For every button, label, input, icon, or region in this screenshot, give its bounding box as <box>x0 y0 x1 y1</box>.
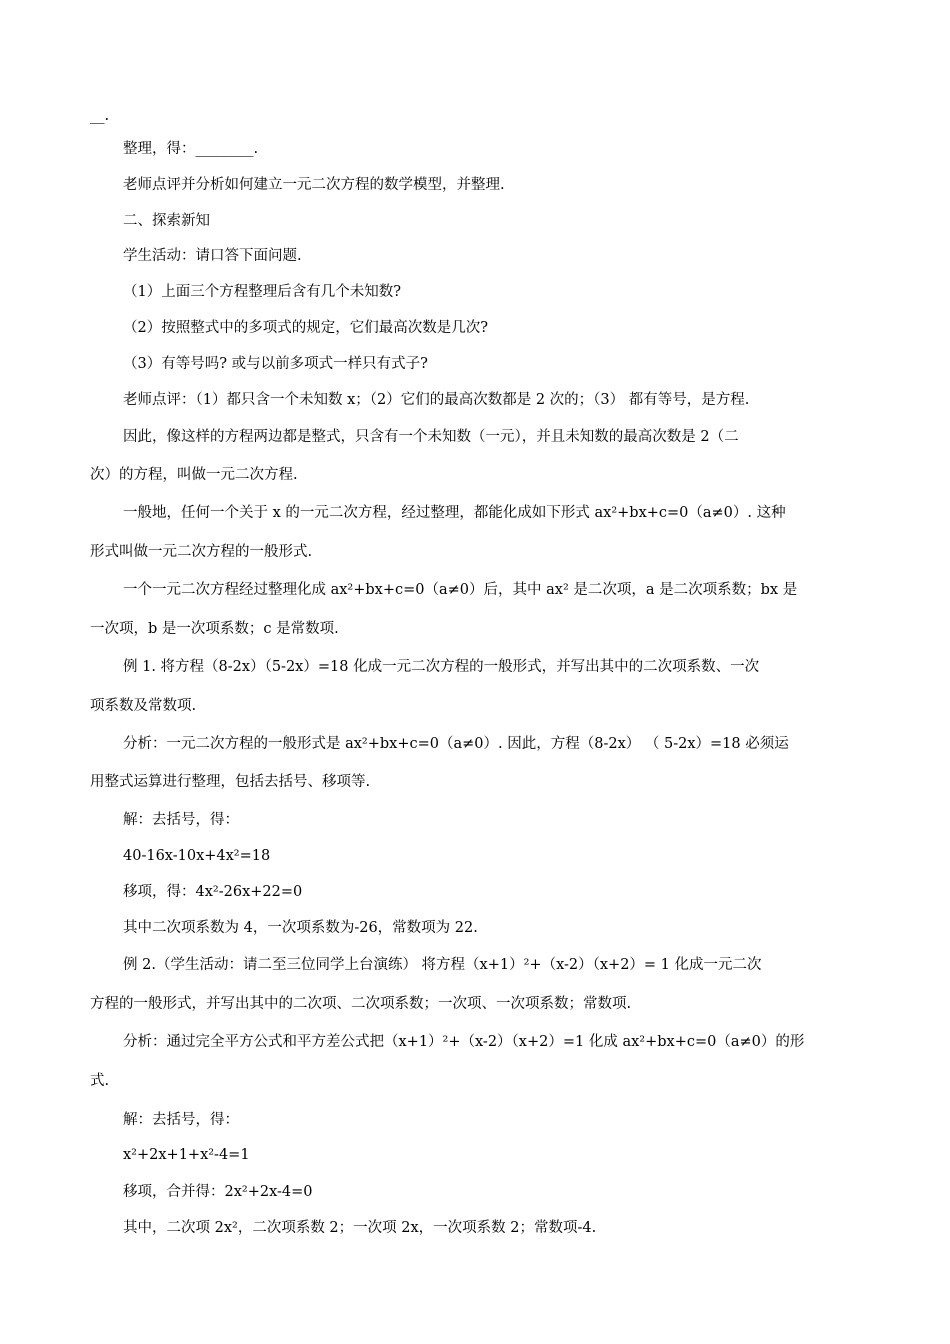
text-line: 方程的一般形式，并写出其中的二次项、二次项系数；一次项、一次项系数；常数项. <box>90 996 632 1012</box>
text-line: 整理，得：________. <box>123 141 259 157</box>
question-item: （2）按照整式中的多项式的规定，它们最高次数是几次? <box>123 320 488 336</box>
text-line: 一次项，b 是一次项系数；c 是常数项. <box>90 621 339 637</box>
section-heading: 二、探索新知 <box>123 213 210 229</box>
text-line: 其中，二次项 2x²，二次项系数 2；一次项 2x，一次项系数 2；常数项-4. <box>123 1220 597 1236</box>
text-line: 式. <box>90 1073 110 1089</box>
text-line: 项系数及常数项. <box>90 698 197 714</box>
text-line: 因此，像这样的方程两边都是整式，只含有一个未知数（一元），并且未知数的最高次数是 2（二 <box>123 429 739 445</box>
text-line: __. <box>90 108 110 124</box>
text-line: 学生活动：请口答下面问题. <box>123 248 302 264</box>
question-item: （1）上面三个方程整理后含有几个未知数? <box>123 284 401 300</box>
example-line: 例 1. 将方程（8-2x）（5-2x）=18 化成一元二次方程的一般形式，并写出其中的二次项系数、一次 <box>123 659 760 675</box>
text-line: 老师点评：（1）都只含一个未知数 x；（2）它们的最高次数都是 2 次的；（3） 都有等号，是方程. <box>123 392 750 408</box>
equation-line: x²+2x+1+x²-4=1 <box>123 1147 250 1163</box>
text-line: 一般地，任何一个关于 x 的一元二次方程，经过整理，都能化成如下形式 ax²+bx+c=0（a≠0）. 这种 <box>123 505 786 521</box>
solution-line: 解：去括号，得： <box>123 812 239 828</box>
analysis-line: 分析：一元二次方程的一般形式是 ax²+bx+c=0（a≠0）. 因此，方程（8-2x） （ 5-2x）=18 必须运 <box>123 736 789 752</box>
equation-line: 40-16x-10x+4x²=18 <box>123 848 271 864</box>
equation-line: 移项，得：4x²-26x+22=0 <box>123 884 303 900</box>
text-line: 其中二次项系数为 4，一次项系数为-26，常数项为 22. <box>123 920 478 936</box>
question-item: （3）有等号吗? 或与以前多项式一样只有式子? <box>123 356 428 372</box>
text-line: 一个一元二次方程经过整理化成 ax²+bx+c=0（a≠0）后，其中 ax² 是二次项，a 是二次项系数；bx 是 <box>123 582 798 598</box>
text-line: 次）的方程，叫做一元二次方程. <box>90 467 298 483</box>
equation-line: 移项，合并得：2x²+2x-4=0 <box>123 1184 313 1200</box>
text-line: 形式叫做一元二次方程的一般形式. <box>90 544 313 560</box>
solution-line: 解：去括号，得： <box>123 1112 239 1128</box>
example-line: 例 2.（学生活动：请二至三位同学上台演练） 将方程（x+1）²+（x-2）（x+2）= 1 化成一元二次 <box>123 957 762 973</box>
text-line: 老师点评并分析如何建立一元二次方程的数学模型，并整理. <box>123 177 505 193</box>
analysis-line: 分析：通过完全平方公式和平方差公式把（x+1）²+（x-2）（x+2）=1 化成 ax²+bx+c=0（a≠0）的形 <box>123 1034 805 1050</box>
text-line: 用整式运算进行整理，包括去括号、移项等. <box>90 774 371 790</box>
